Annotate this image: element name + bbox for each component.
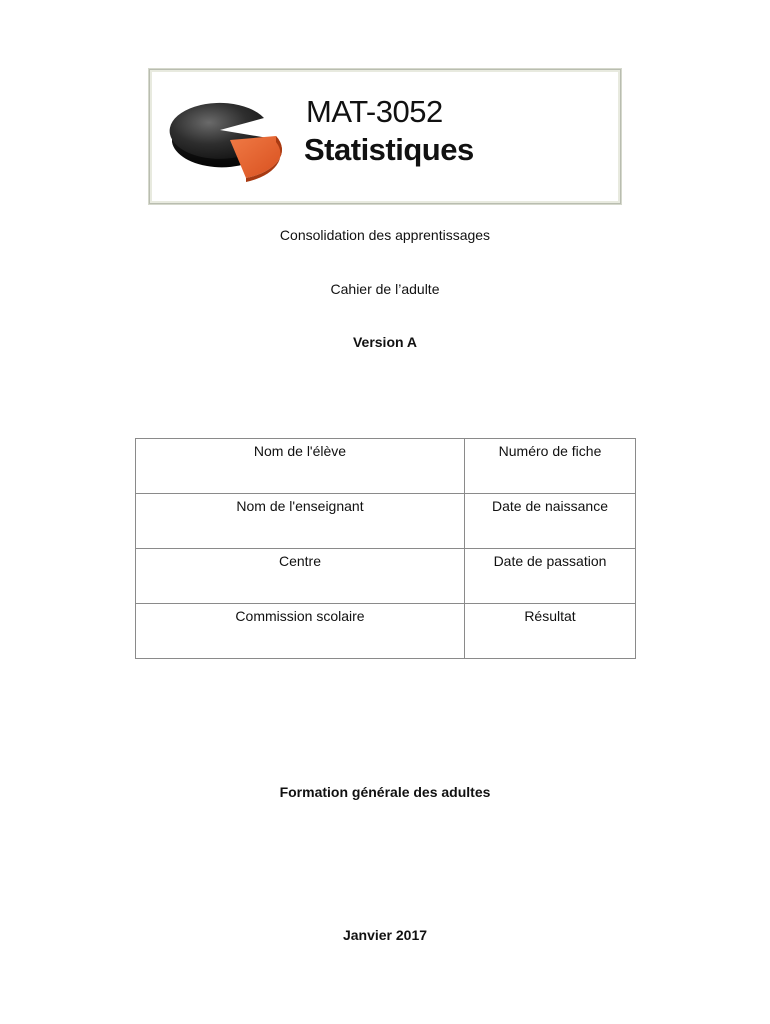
student-info-table <box>135 438 636 659</box>
field-school-board[interactable]: Commission scolaire <box>136 604 465 659</box>
field-teacher-name[interactable]: Nom de l'enseignant <box>136 494 465 549</box>
course-code: MAT-3052 <box>306 94 443 129</box>
table-row <box>136 604 636 659</box>
table-row <box>136 439 636 494</box>
version-label: Version A <box>352 334 418 350</box>
field-result[interactable]: Résultat <box>465 604 636 659</box>
field-student-name[interactable]: Nom de l'élève <box>136 439 465 494</box>
title-box <box>149 69 621 204</box>
field-file-number[interactable]: Numéro de fiche <box>465 439 636 494</box>
program-label: Formation générale des adultes <box>279 784 491 800</box>
course-name: Statistiques <box>304 132 474 167</box>
pie-chart-icon <box>168 92 286 184</box>
field-exam-date[interactable]: Date de passation <box>465 549 636 604</box>
table-row <box>136 549 636 604</box>
field-birth-date[interactable]: Date de naissance <box>465 494 636 549</box>
date-label: Janvier 2017 <box>342 927 428 943</box>
booklet-label: Cahier de l’adulte <box>330 281 440 297</box>
table-row <box>136 494 636 549</box>
field-centre[interactable]: Centre <box>136 549 465 604</box>
subtitle: Consolidation des apprentissages <box>279 227 491 243</box>
